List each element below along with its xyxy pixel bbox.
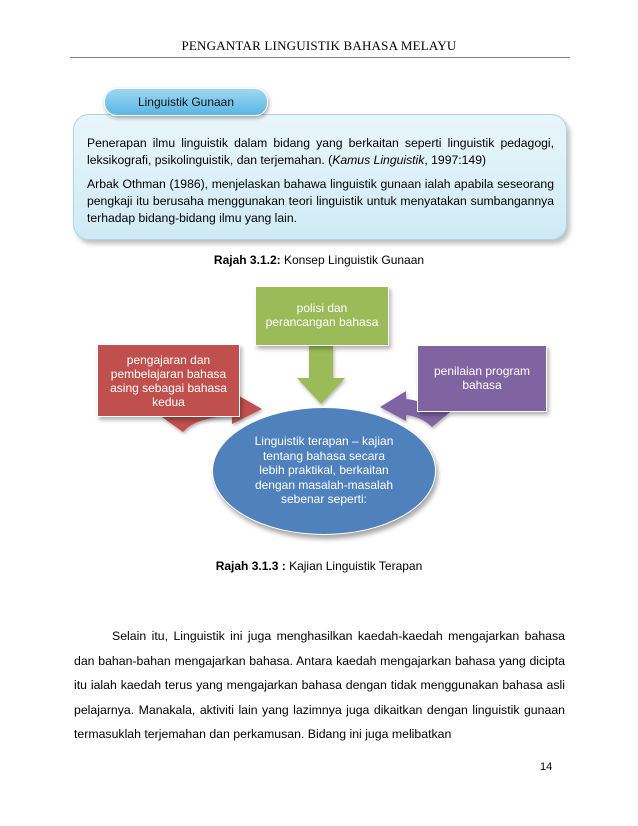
node-penilaian-program: penilaian program bahasa xyxy=(417,345,547,412)
node-pengajaran-pembelajaran: pengajaran dan pembelajaran bahasa asing sebagai bahasa kedua xyxy=(97,344,240,417)
definition-text: Penerapan ilmu linguistik dalam bidang yang berkaitan seperti linguistik pedagogi, leksikografi, psikolinguistik, dan terjemahan. ( xyxy=(87,136,554,167)
caption-label: Rajah 3.1.2: xyxy=(213,253,281,267)
linguistik-gunaan-label: Linguistik Gunaan xyxy=(104,88,268,116)
body-paragraph: Selain itu, Linguistik ini juga menghasilkan kaedah-kaedah mengajarkan bahasa dan bahan-bahan mengajarkan bahasa. Antara kaedah mengajarkan bahasa yang dicipta itu ialah kaedah terus yang mengajarkan bahasa dengan tidak menggunakan bahasa asli pelajarnya. Manakala, aktiviti lain yang lazimnya juga dikaitkan dengan linguistik gunaan termasuklah terjemahan dan perkamusan. Bidang ini juga melibatkan xyxy=(74,629,565,741)
caption-text: Kajian Linguistik Terapan xyxy=(285,559,423,573)
header-title: PENGANTAR LINGUISTIK BAHASA MELAYU xyxy=(181,38,457,53)
node-linguistik-terapan: Linguistik terapan – kajian tentang bahasa secara lebih praktikal, berkaitan dengan masalah-masalah sebenar seperti: xyxy=(212,407,436,535)
definition-source-end: , 1997:149) xyxy=(424,153,487,167)
node-polisi-perancangan: polisi dan perancangan bahasa xyxy=(255,286,389,346)
definition-source-title: Kamus Linguistik xyxy=(332,153,425,167)
arbak-paragraph: Arbak Othman (1986), menjelaskan bahawa linguistik gunaan ialah apabila seseorang pengkaji itu berusaha menggunakan teori linguistik untuk menyatakan sumbangannya terhadap bidang-bidang ilmu yang lain. xyxy=(87,177,554,225)
arrow-top xyxy=(297,346,345,404)
body-text xyxy=(74,624,565,747)
caption-text: Konsep Linguistik Gunaan xyxy=(280,253,425,267)
page-number: 14 xyxy=(540,761,553,773)
figure-caption-3-1-3 xyxy=(0,559,638,573)
caption-label: Rajah 3.1.3 : xyxy=(215,559,286,573)
